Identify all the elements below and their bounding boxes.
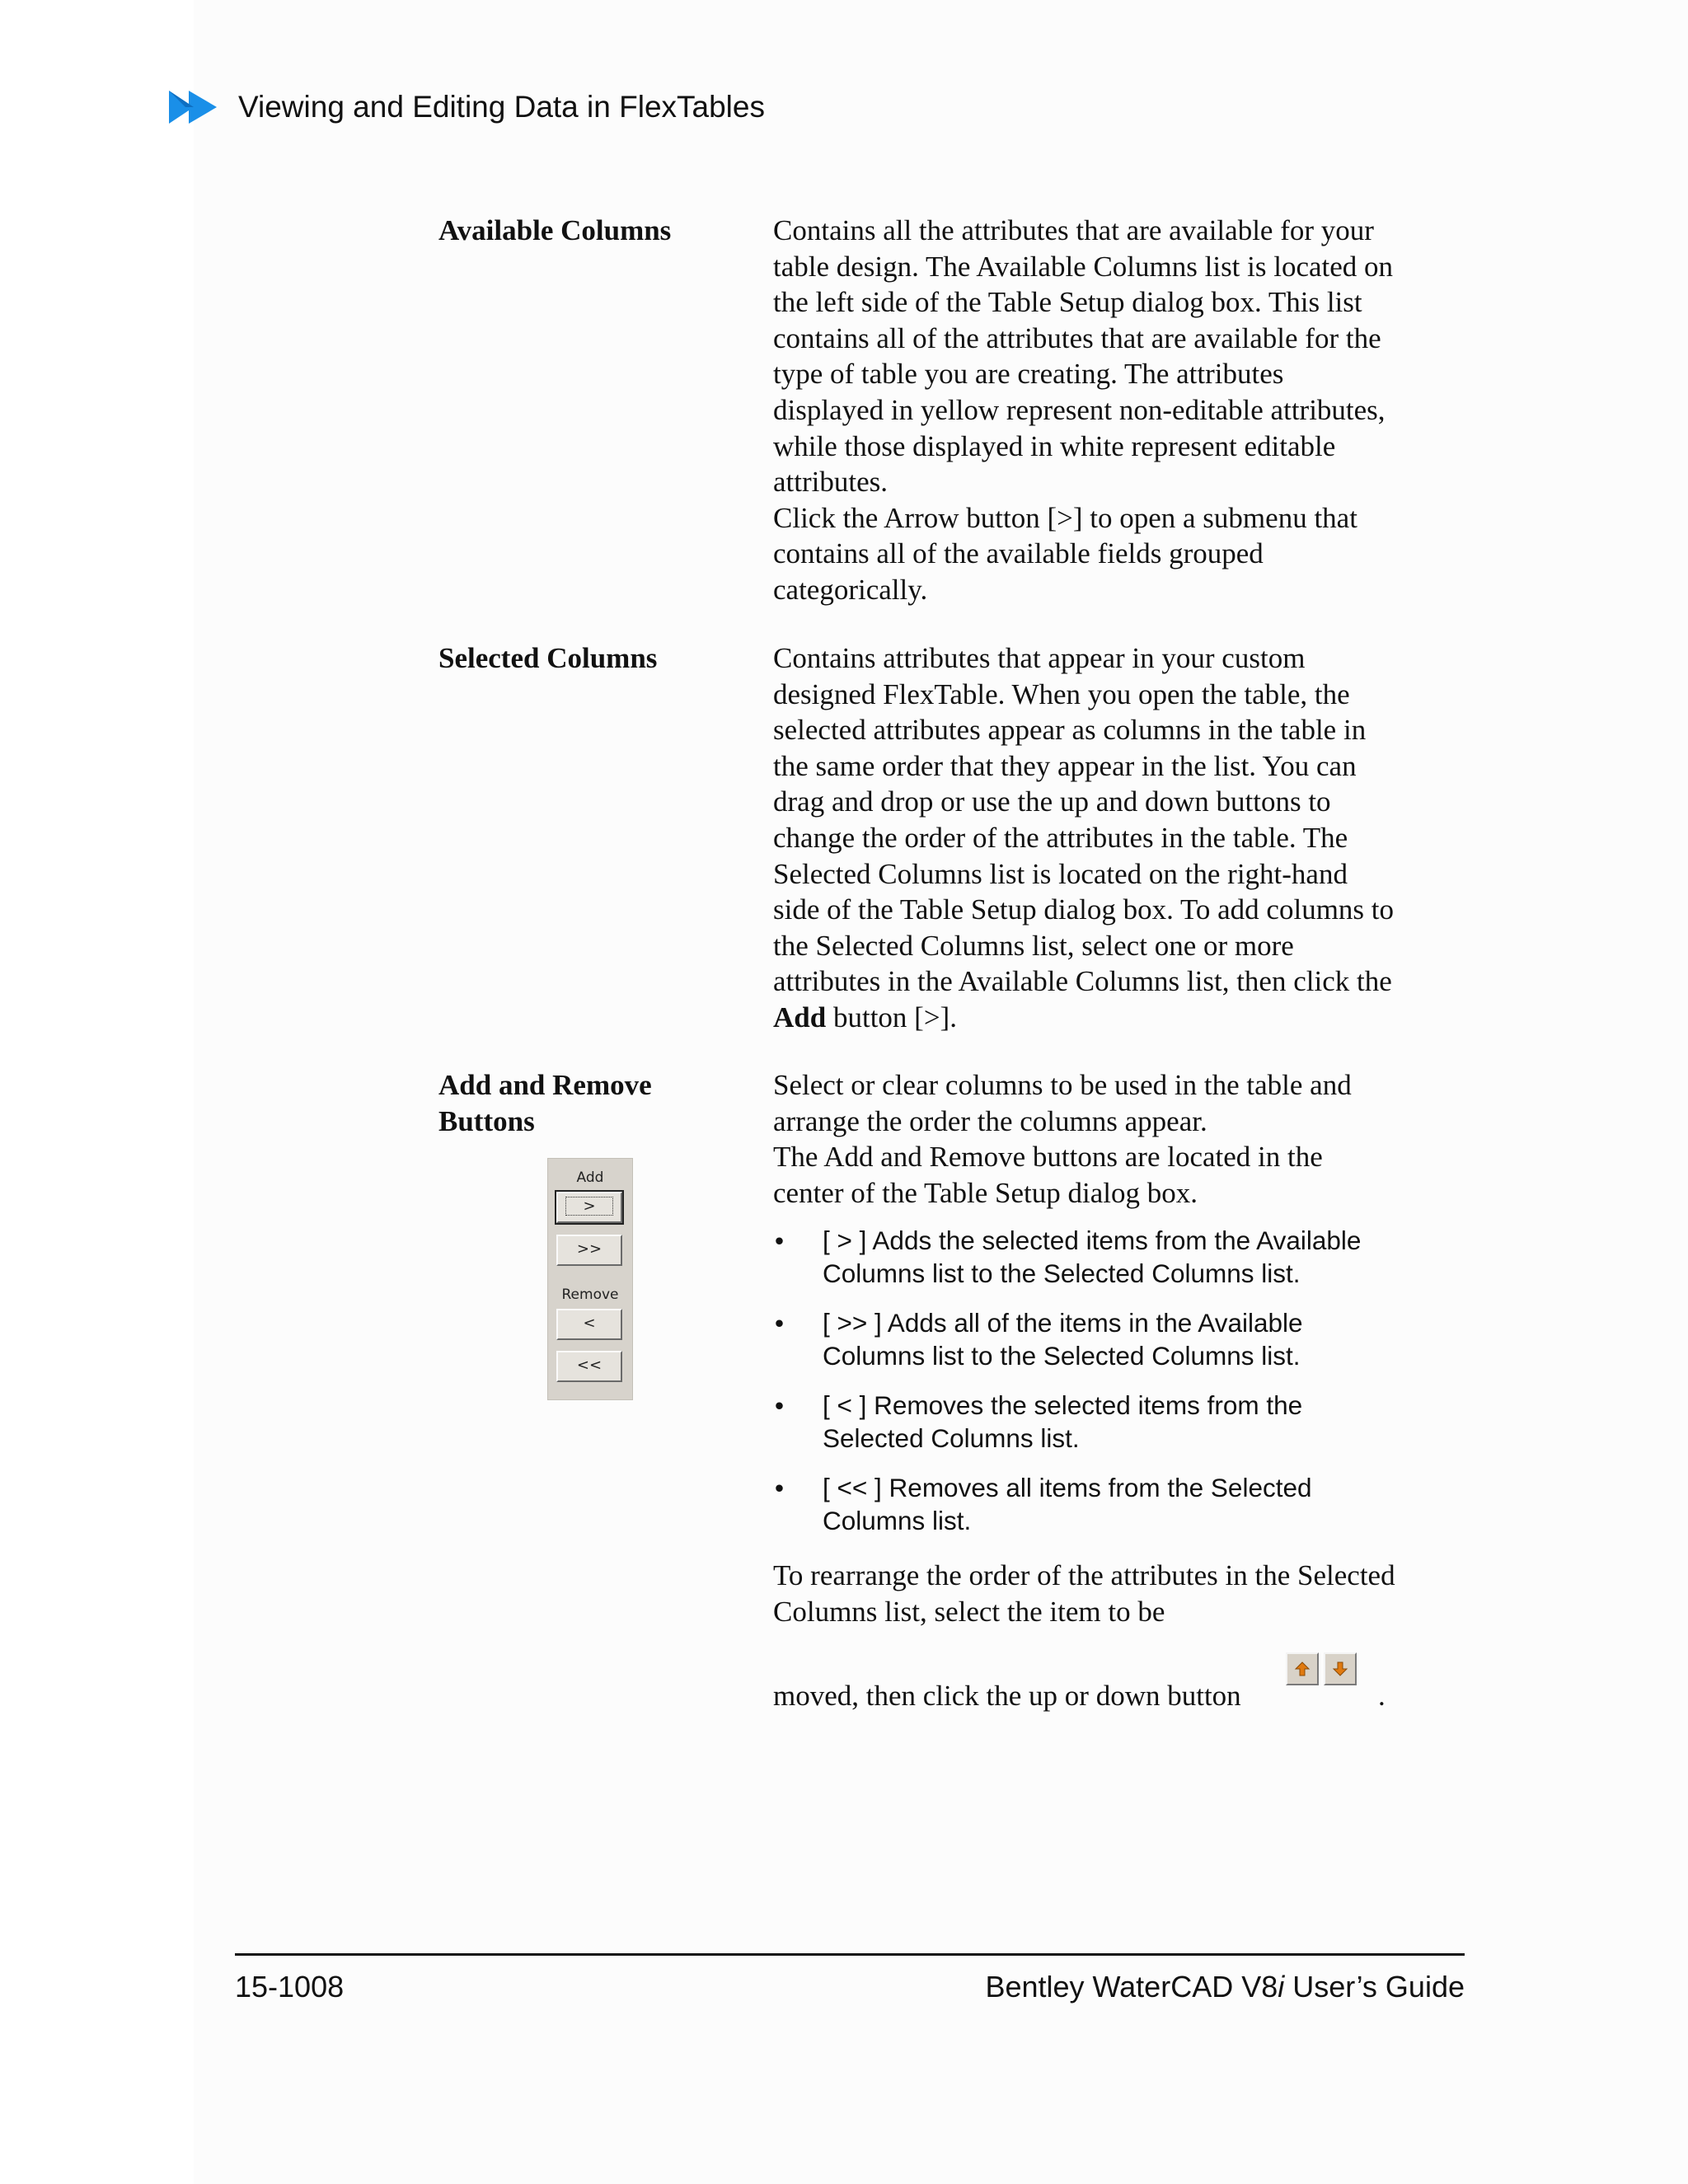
paragraph: Click the Arrow button [>] to open a submenu that contains all of the available fields grouped categorically. [773,501,1357,606]
button-label: > [565,1197,612,1216]
bold-add-word: Add [773,1001,827,1033]
list-item: • [ << ] Removes all items from the Selected Columns list. [773,1471,1400,1537]
page-header [169,87,765,128]
paragraph: The Add and Remove buttons are located in the center of the Table Setup dialog box. [773,1141,1323,1209]
guide-title-italic: i [1278,1970,1285,2004]
paragraph-text: moved, then click the up or down button [773,1680,1241,1712]
add-selected-button[interactable] [556,1192,622,1223]
move-up-button[interactable] [1286,1652,1319,1685]
desc-available-columns [773,213,1400,608]
up-arrow-icon [1294,1661,1311,1677]
list-item: • [ >> ] Adds all of the items in the Available Columns list to the Selected Columns list. [773,1306,1400,1372]
up-down-buttons [1286,1652,1357,1685]
move-down-button[interactable] [1324,1652,1357,1685]
desc-add-remove-buttons [773,1067,1400,1211]
term-available-columns: Available Columns [438,214,672,246]
list-item: • [ > ] Adds the selected items from the Available Columns list to the Selected Columns list. [773,1224,1400,1290]
guide-title [985,1970,1465,2004]
button-descriptions-list [773,1224,1400,1554]
add-all-button[interactable]: >> [556,1235,622,1266]
paragraph: Select or clear columns to be used in the table and arrange the order the columns appear. [773,1069,1352,1137]
paragraph [773,640,1400,1036]
rearrange-paragraph-end [773,1678,1241,1714]
sentence-period: . [1378,1680,1386,1712]
rearrange-paragraph: To rearrange the order of the attributes in the Selected Columns list, select the item to be [773,1559,1395,1628]
term-add-remove-buttons: Add and Remove Buttons [438,1069,652,1137]
footer-divider [235,1953,1465,1956]
add-remove-buttons-screenshot [547,1158,633,1400]
down-arrow-icon [1332,1661,1348,1677]
guide-title-prefix: Bentley WaterCAD V8 [985,1970,1278,2004]
remove-label: Remove [561,1286,619,1303]
header-title: Viewing and Editing Data in FlexTables [238,90,765,124]
page-number: 15-1008 [235,1970,345,2004]
list-item: • [ < ] Removes the selected items from the Selected Columns list. [773,1389,1400,1455]
paragraph: Contains all the attributes that are available for your table design. The Available Columns list is located on the left side of the Table Setup dialog box. This list contains all of the attributes that are available for the type of table you are creating. The attributes displayed in yellow represent non-editable attributes, while those displayed in white represent editable attributes. [773,214,1394,499]
remove-selected-button[interactable]: < [556,1309,622,1340]
paragraph-text: button [>]. [832,1001,957,1033]
add-label: Add [576,1169,604,1186]
term-selected-columns: Selected Columns [438,642,658,674]
paragraph-text: Contains attributes that appear in your custom designed FlexTable. When you open the table, the selected attributes appear as columns in the table in the same order that they appear in the list. You can drag and drop or use the up and down buttons to change the order of the attributes in the table. The Selected Columns list is located on the right-hand side of the Table Setup dialog box. To add columns to the Selected Columns list, select one or more attributes in the Available Columns list, then click the [773,642,1395,998]
guide-title-suffix: User’s Guide [1284,1970,1465,2004]
desc-selected-columns [773,640,1400,1036]
remove-all-button[interactable]: << [556,1351,622,1382]
double-arrow-bullet-icon [169,87,225,127]
